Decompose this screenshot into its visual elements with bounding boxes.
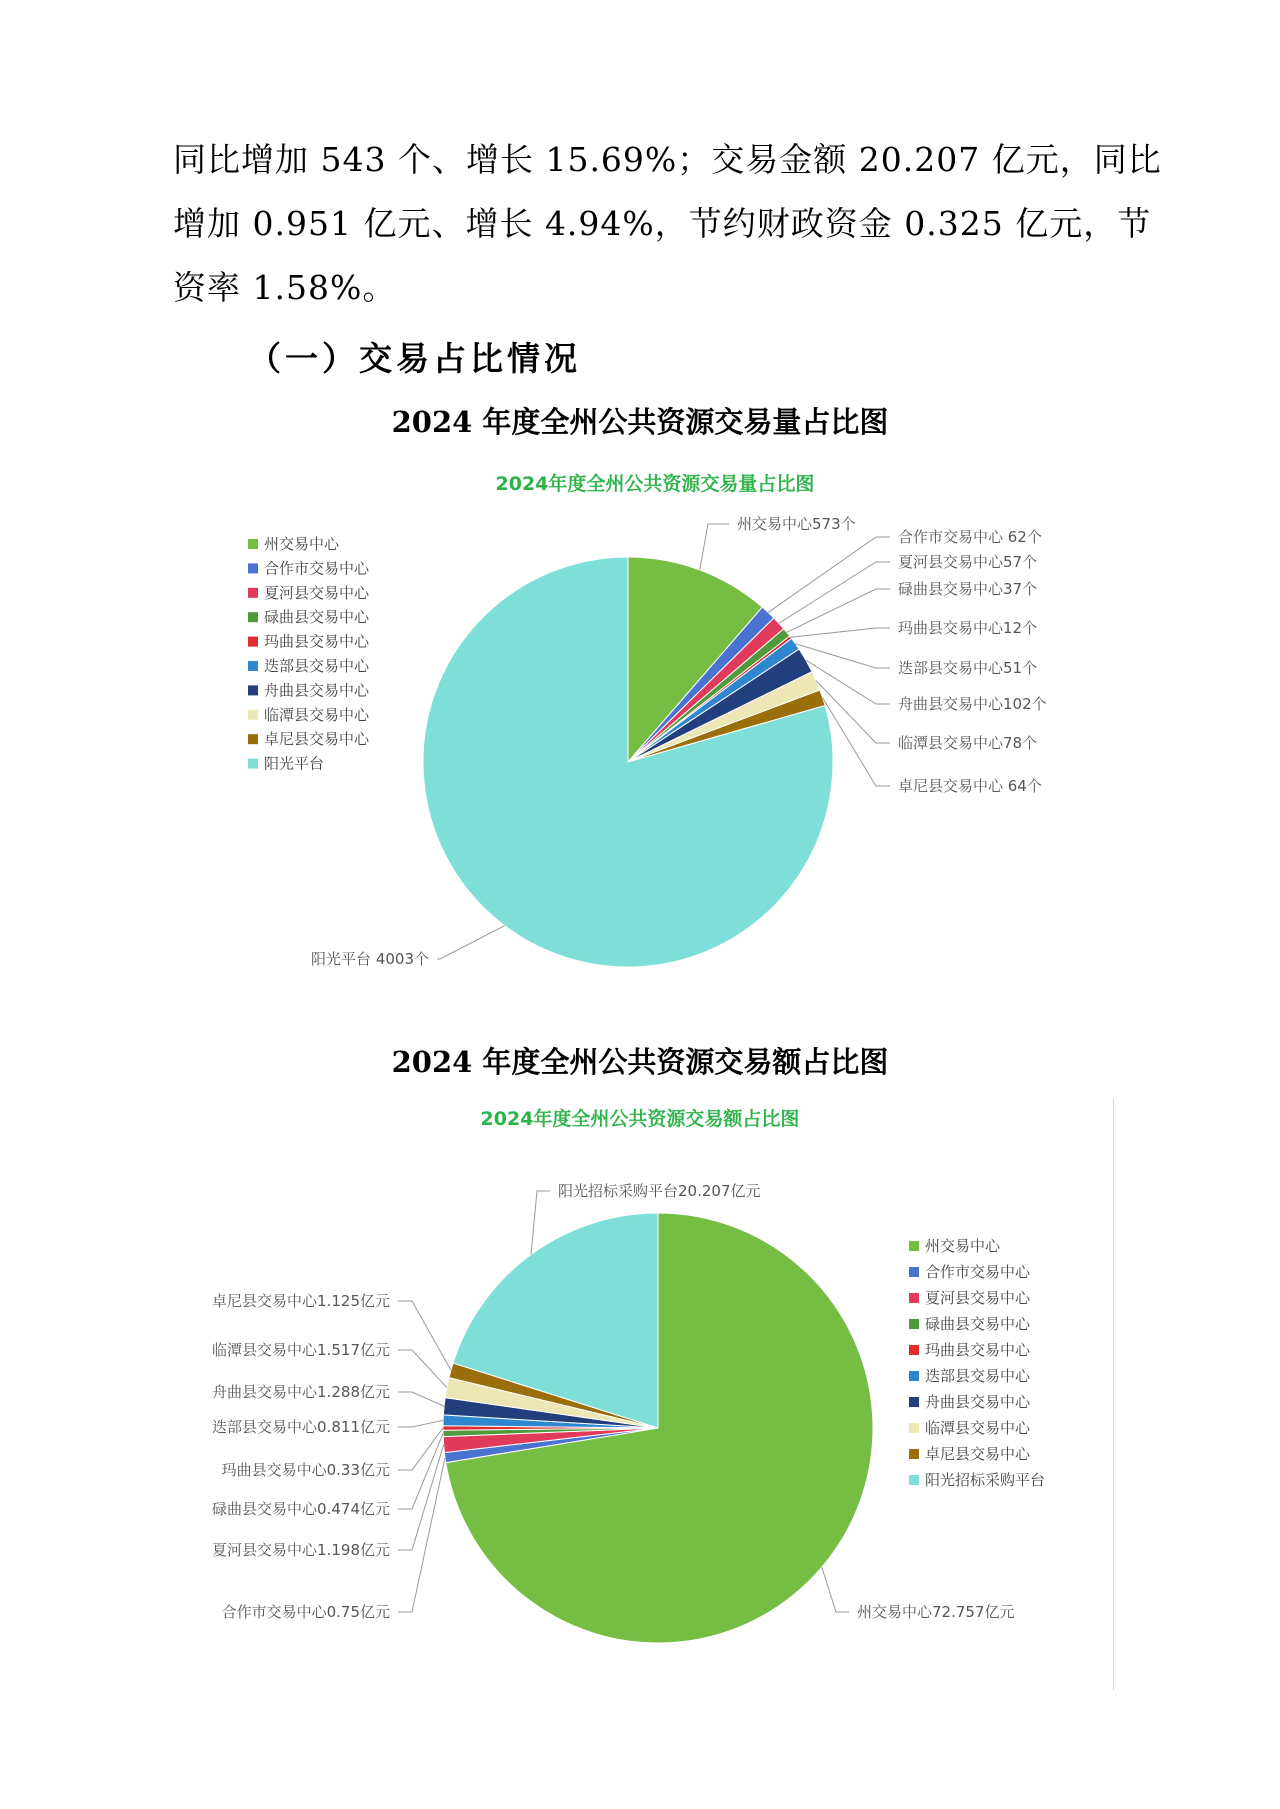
legend-label: 州交易中心 [264,535,340,553]
legend-swatch [248,563,258,573]
leader-line [795,644,890,668]
legend-label: 合作市交易中心 [925,1263,1031,1281]
figure-caption-amount: 2024 年度全州公共资源交易额占比图 [391,1045,889,1079]
legend-swatch [248,661,258,671]
paragraph-line: 同比增加 543 个、增长 15.69%；交易金额 20.207 亿元，同比 [173,140,1162,179]
legend-swatch [248,734,258,744]
data-label: 卓尼县交易中心 64个 [898,777,1042,795]
leader-line [791,628,890,637]
data-label: 阳光平台 4003个 [311,950,429,968]
legend-swatch [909,1449,919,1459]
volume-pie-chart [0,460,1280,1080]
paragraph-line: 资率 1.58%。 [173,268,397,307]
legend-label: 夏河县交易中心 [925,1289,1031,1307]
legend-label: 合作市交易中心 [264,559,370,578]
legend-label: 迭部县交易中心 [925,1367,1031,1385]
legend-swatch [248,588,258,598]
legend-label: 迭部县交易中心 [264,657,370,675]
data-label: 夏河县交易中心57个 [898,553,1038,571]
legend-swatch [248,759,258,769]
leader-line [779,562,890,623]
legend-swatch [248,612,258,622]
legend-label: 阳光招标采购平台 [925,1471,1046,1489]
leader-line [437,926,505,959]
data-label: 州交易中心573个 [737,515,856,533]
leader-line [398,1420,443,1427]
legend-label: 舟曲县交易中心 [925,1393,1031,1411]
data-label: 玛曲县交易中心12个 [898,619,1038,637]
data-label: 州交易中心72.757亿元 [857,1603,1015,1621]
data-label: 合作市交易中心0.75亿元 [221,1603,390,1621]
legend-swatch [909,1397,919,1407]
leader-line [822,1567,849,1612]
leader-line [398,1458,445,1612]
leader-line [398,1301,451,1370]
leader-line [398,1392,444,1406]
chart-title: 2024年度全州公共资源交易额占比图 [480,1108,800,1130]
legend-swatch [248,637,258,647]
section-heading: （一）交易占比情况 [248,339,581,378]
data-label: 迭部县交易中心51个 [898,659,1038,677]
data-label: 玛曲县交易中心0.33亿元 [221,1461,390,1479]
legend-label: 临潭县交易中心 [264,705,370,724]
legend-swatch [909,1241,919,1251]
legend-swatch [909,1319,919,1329]
data-label: 碌曲县交易中心0.474亿元 [212,1500,390,1518]
legend-label: 卓尼县交易中心 [925,1445,1031,1463]
data-label: 卓尼县交易中心1.125亿元 [212,1292,390,1310]
legend-swatch [248,539,258,549]
amount-pie-chart [0,1098,1280,1698]
legend-label: 阳光平台 [264,754,325,773]
leader-line [768,537,890,612]
chart-title: 2024年度全州公共资源交易量占比图 [495,473,815,495]
data-label: 舟曲县交易中心1.288亿元 [212,1383,390,1401]
data-label: 临潭县交易中心78个 [898,734,1038,752]
leader-line [398,1350,447,1388]
legend-swatch [248,710,258,720]
data-label: 合作市交易中心 62个 [898,528,1042,546]
legend-label: 碌曲县交易中心 [925,1315,1031,1333]
legend-label: 州交易中心 [925,1237,1001,1255]
data-label: 舟曲县交易中心102个 [898,695,1047,713]
data-label: 夏河县交易中心1.198亿元 [212,1541,390,1559]
legend-swatch [909,1475,919,1485]
legend-label: 临潭县交易中心 [925,1419,1031,1437]
legend-swatch [909,1345,919,1355]
data-label: 碌曲县交易中心37个 [898,580,1038,598]
legend-label: 碌曲县交易中心 [264,608,370,627]
legend-swatch [909,1423,919,1433]
legend-label: 玛曲县交易中心 [925,1341,1031,1359]
legend-label: 舟曲县交易中心 [264,681,370,700]
legend-label: 玛曲县交易中心 [264,632,370,651]
leader-line [787,589,890,632]
data-label: 迭部县交易中心0.811亿元 [212,1418,390,1436]
legend-swatch [248,685,258,695]
figure-caption-volume: 2024 年度全州公共资源交易量占比图 [391,405,889,439]
legend-swatch [909,1293,919,1303]
body-paragraph [173,128,1162,320]
legend-swatch [909,1267,919,1277]
paragraph-line: 增加 0.951 亿元、增长 4.94%，节约财政资金 0.325 亿元，节 [173,204,1152,243]
data-label: 阳光招标采购平台20.207亿元 [558,1182,761,1200]
leader-line [700,524,729,570]
legend-label: 夏河县交易中心 [264,583,370,602]
data-label: 临潭县交易中心1.517亿元 [212,1341,390,1359]
legend-label: 卓尼县交易中心 [264,730,370,749]
legend-swatch [909,1371,919,1381]
